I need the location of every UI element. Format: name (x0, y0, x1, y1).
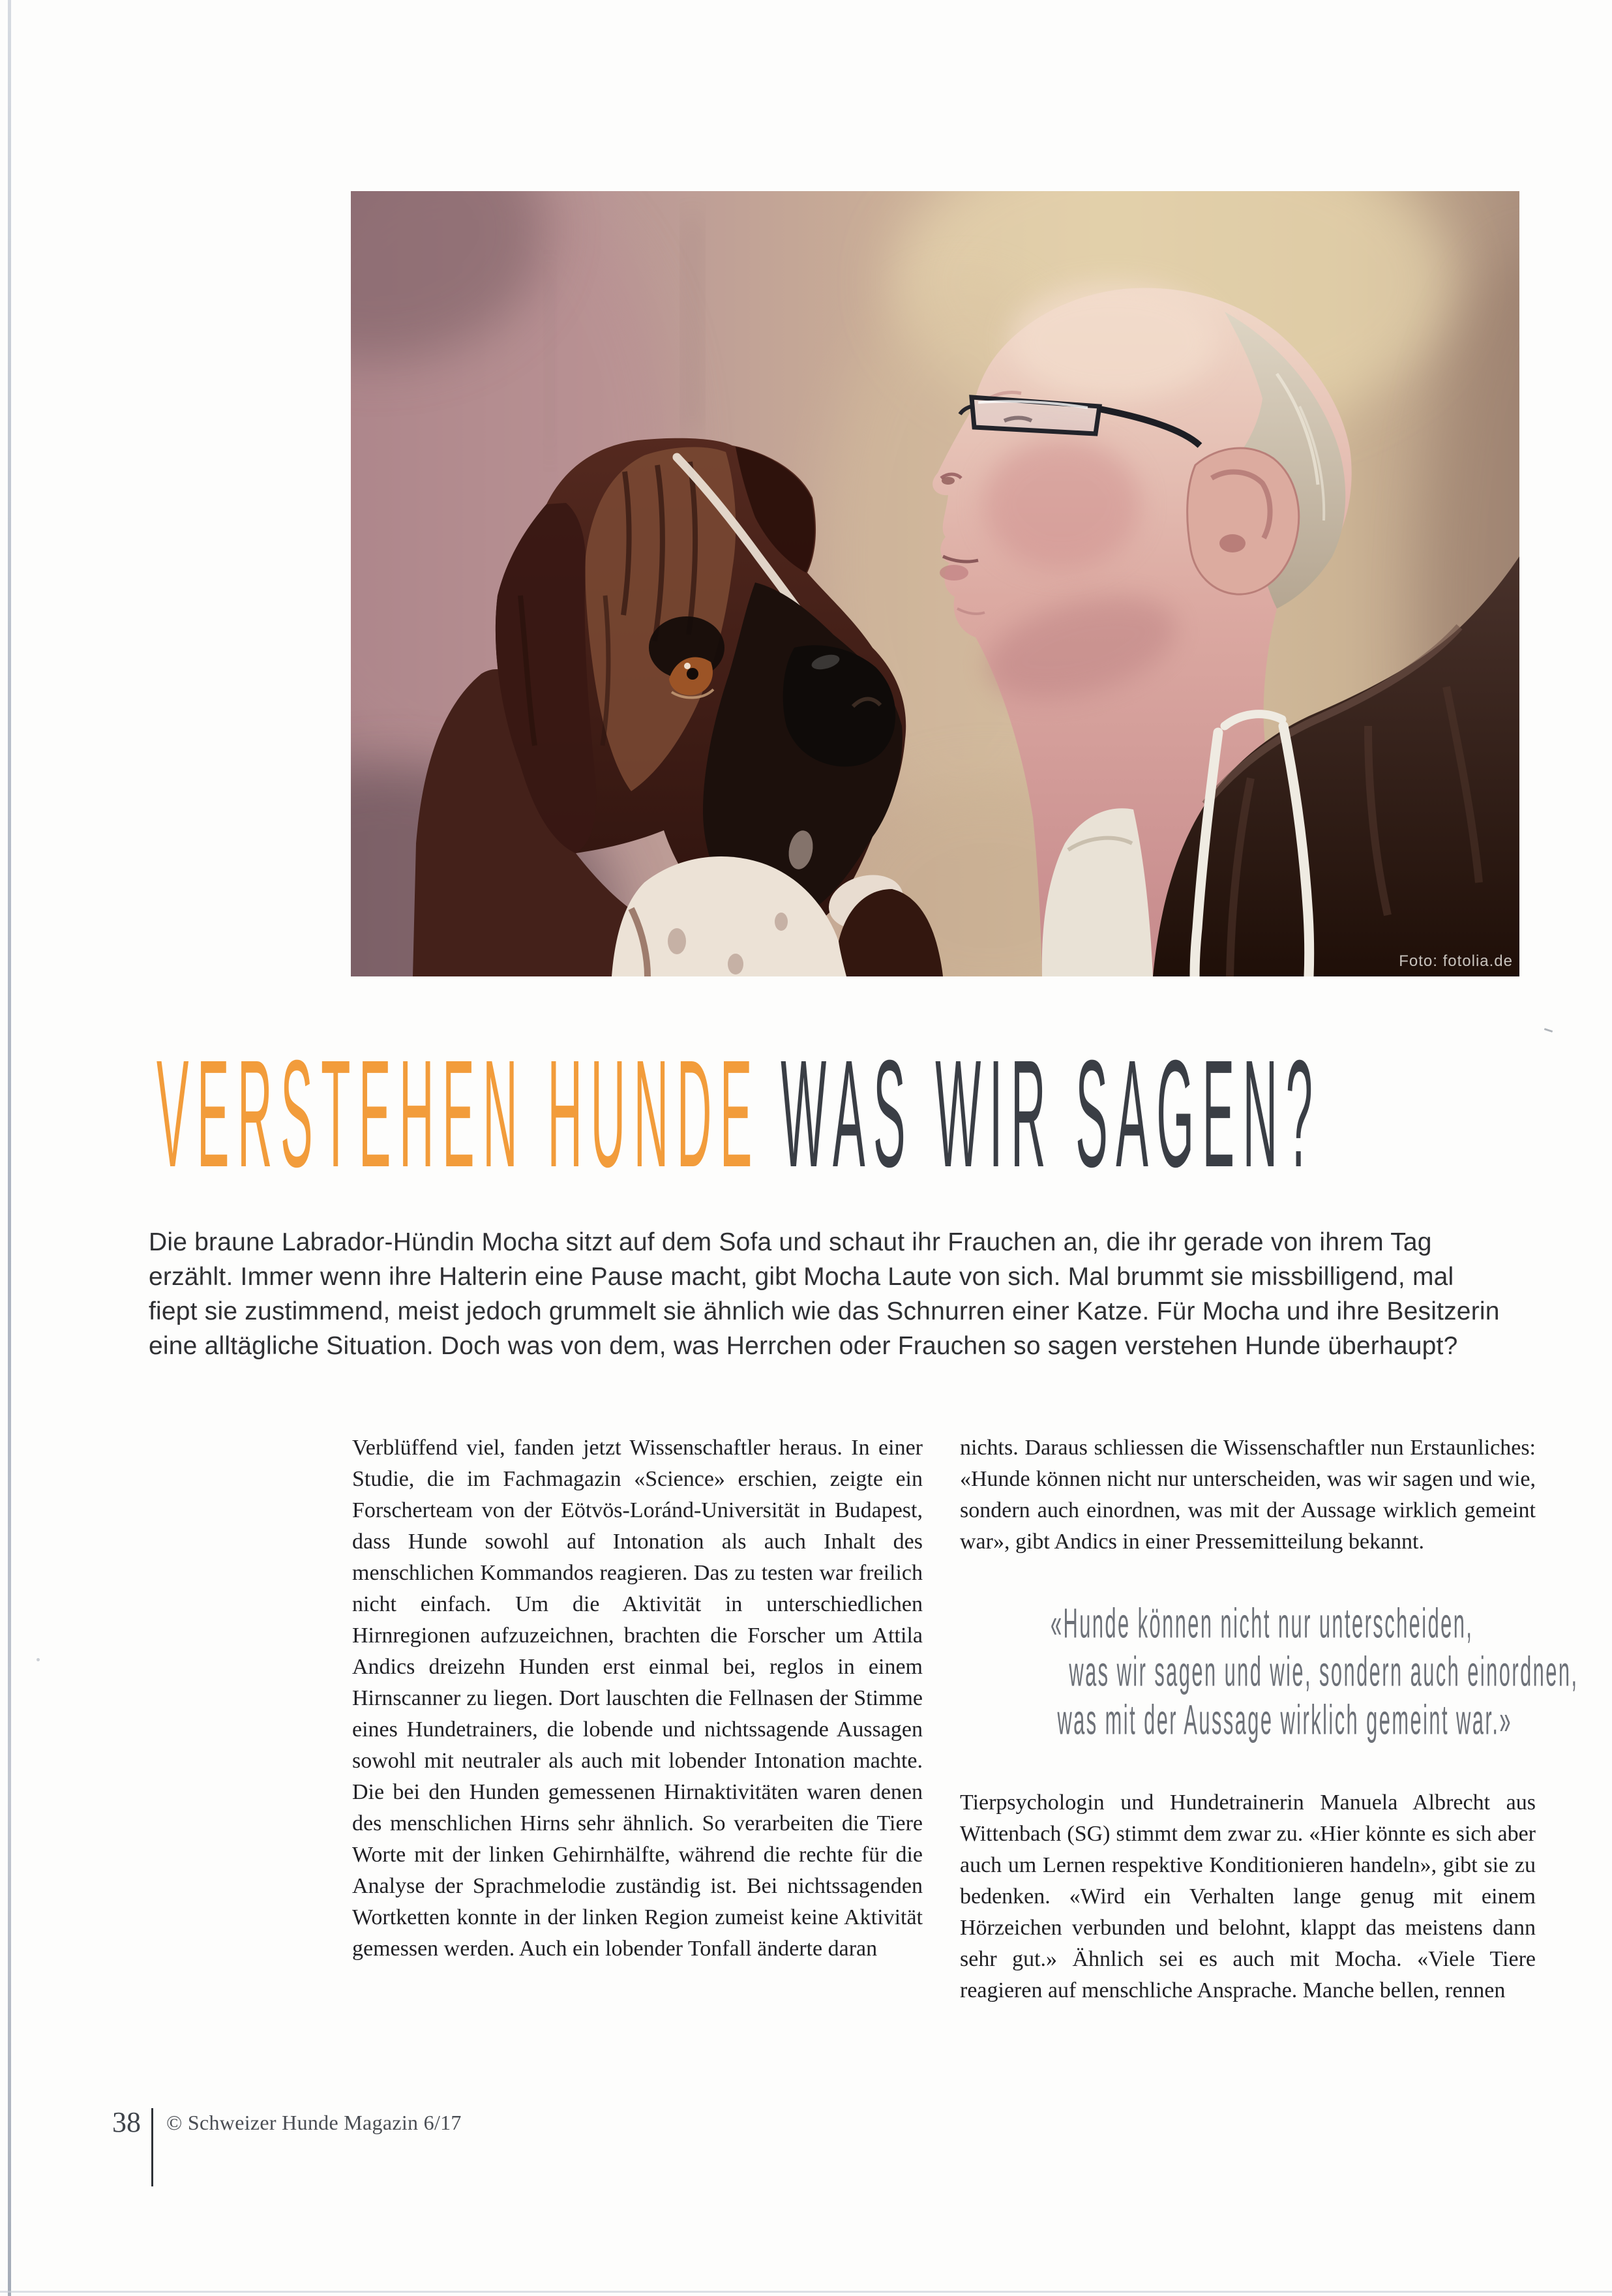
pull-quote-text: was mit der Aussage wirklich gemeint war.» (1057, 1697, 1512, 1744)
headline-scale-wrap (157, 1027, 1321, 1200)
article-headline (157, 1027, 1612, 1200)
scan-edge-line (8, 0, 11, 2296)
column-right-paragraph-2: Tierpsychologin und Hundetrainerin Manuela Albrecht aus Wittenbach (SG) stimmt dem zwar zu. «Hier könnte es sich aber auch um Lernen respektive Konditionieren handeln», gibt sie zu bedenken. «Wird ein Verhalten lange genug mit einem Hörzeichen verbunden und belohnt, klappt das meistens dann sehr gut.» Ähnlich sei es auch mit Mocha. «Viele Tiere reagieren auf menschliche Ansprache. Manche bellen, rennen (960, 1790, 1536, 2002)
pull-quote-text: was wir sagen und wie, sondern auch einordnen, (1069, 1649, 1579, 1696)
pull-quote-line (960, 1601, 1536, 1649)
dog-and-man-photo (351, 191, 1519, 976)
scan-bottom-line (0, 2291, 1612, 2293)
intro-paragraph: Die braune Labrador-Hündin Mocha sitzt auf dem Sofa und schaut ihr Frauchen an, die ihr gerade von ihrem Tag erzählt. Immer wenn ihre Halterin eine Pause macht, gibt Mocha Laute von sich. Mal brummt sie missbilligend, mal fiept sie zustimmend, meist jedoch grummelt sie ähnlich wie das Schnurren einer Katze. Für Mocha und ihre Besitzerin eine alltägliche Situation. Doch was von dem, was Herrchen oder Frauchen so sagen verstehen Hunde überhaupt? (149, 1228, 1500, 1360)
pull-quote-line (960, 1697, 1536, 1745)
magazine-credit: © Schweizer Hunde Magazin 6/17 (166, 2111, 462, 2134)
page-footer (112, 2108, 462, 2186)
pull-quote-line (960, 1649, 1579, 1697)
scan-speck (1544, 1028, 1553, 1033)
column-right-paragraph-1: nichts. Daraus schliessen die Wissenschaftler nun Erstaunliches: «Hunde können nicht nur unterscheiden, was wir sagen und wie, sondern auch einordnen, was mit der Aussage wirklich gemeint war», gibt Andics in einer Pressemitteilung bekannt. (960, 1436, 1536, 1554)
headline-dark-part: WAS WIR SAGEN? (781, 1027, 1321, 1200)
body-column-left (352, 1432, 923, 2006)
article-photo (351, 191, 1519, 976)
headline-orange-part: VERSTEHEN HUNDE (157, 1027, 760, 1200)
article-body (352, 1432, 1579, 2006)
pull-quote-text: «Hunde können nicht nur unterscheiden, (1050, 1601, 1474, 1648)
page-number: 38 (112, 2106, 141, 2138)
footer-divider-rule (151, 2108, 153, 2186)
pull-quote (960, 1601, 1579, 1745)
photo-credit: Foto: fotolia.de (1399, 952, 1513, 970)
column-left-paragraph: Verblüffend viel, fanden jetzt Wissenschaftler heraus. In einer Studie, die im Fachmagazin «Science» erschien, zeigte ein Forscherteam von der Eötvös-Loránd-Universität in Budapest, dass Hunde sowohl auf Intonation als auch Inhalt des menschlichen Kommandos reagieren. Das zu testen war freilich nicht einfach. Um die Aktivität in unterschiedlichen Hirnregionen aufzuzeichnen, brachten die Forscher um Attila Andics dreizehn Hunden erst einmal bei, reglos in einem Hirnscanner zu liegen. Dort lauschten die Fellnasen der Stimme eines Hundetrainers, die lobende und nichtssagende Aussagen sowohl mit neutraler als auch mit lobender Intonation machte. Die bei den Hunden gemessenen Hirnaktivitäten waren denen des menschlichen Hirns sehr ähnlich. So verarbeiten die Tiere Worte mit der linken Gehirnhälfte, während die rechte für die Analyse der Sprachmelodie zuständig ist. Bei nichtssagenden Wortketten konnte in der linken Region zumeist keine Aktivität gemessen werden. Auch ein lobender Tonfall änderte daran (352, 1436, 923, 1961)
man-ear (1187, 448, 1299, 594)
scan-speck (37, 1658, 40, 1661)
body-column-right (960, 1432, 1579, 2006)
